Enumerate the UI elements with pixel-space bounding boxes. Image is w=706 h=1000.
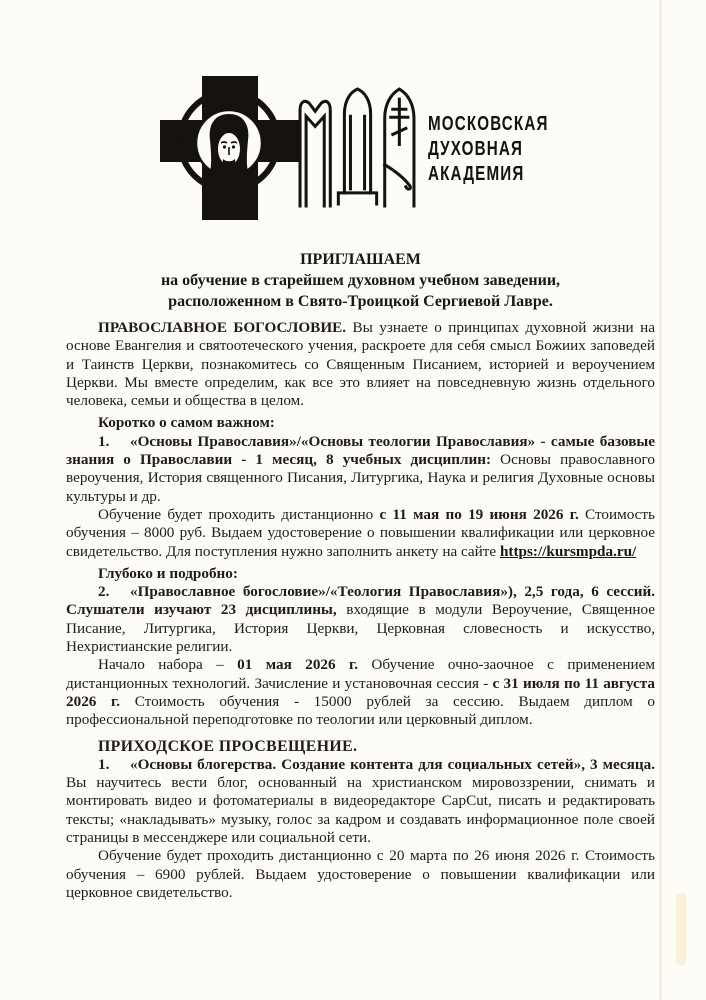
enroll-post: Стоимость обучения - 15000 рублей за сессию. Выдаем диплом о профессиональной переподготовке по теологии или церковный диплом. bbox=[66, 692, 655, 729]
org-name-line: АКАДЕМИЯ bbox=[428, 163, 525, 185]
mda-lettermark-icon bbox=[295, 84, 419, 208]
course-1-details-pre: Обучение будет проходить дистанционно bbox=[98, 505, 380, 523]
letterhead bbox=[66, 0, 655, 225]
org-name-line: ДУХОВНАЯ bbox=[428, 138, 524, 160]
enroll-pre: Начало набора – bbox=[98, 656, 238, 674]
course-item-2-text: входящие в модули Вероучение, Священное Писание, Литургика, История Церкви, Церковная словесность и искусство, Нехристианские религии. bbox=[66, 601, 655, 656]
invitation-heading bbox=[66, 249, 655, 312]
course-item-1-title: «Основы Православия»/«Основы теологии Православия» - самые базовые знания о Православии - 1 месяц, 8 учебных дисциплин: bbox=[66, 432, 655, 469]
invitation-subtitle-line: на обучение в старейшем духовном учебном заведении, bbox=[160, 272, 561, 289]
course-item-1-text: Основы православного вероучения, История священного Писания, Литургика, Наука и религия Духовные основы культуры и др. bbox=[66, 451, 655, 505]
scan-fold-line bbox=[659, 0, 662, 1000]
course-1-details bbox=[66, 506, 655, 561]
item-number: 1. bbox=[98, 755, 110, 773]
course-1-dates: с 11 мая по 19 июня 2026 г. bbox=[379, 505, 579, 523]
application-site-link[interactable]: https://kursmpda.ru/ bbox=[499, 542, 637, 560]
parish-item-1-title: «Основы блогерства. Создание контента для социальных сетей», 3 месяца. bbox=[130, 755, 655, 773]
course-item-2 bbox=[66, 583, 655, 656]
parish-item-1-text: Вы научитесь вести блог, основанный на христианском мировоззрении, снимать и монтировать видео и фотоматериалы в видеоредакторе CapCut, писать и редактировать тексты; «накладывать» музыку, голос за кадром и создавать информационное поле своей страницы в мессенджере или социальной сети. bbox=[66, 774, 655, 847]
invitation-title: ПРИГЛАШАЕМ bbox=[300, 251, 421, 268]
mda-cross-christ-emblem-icon bbox=[158, 74, 302, 222]
orthodox-theology-intro bbox=[66, 319, 655, 410]
course-2-details bbox=[66, 656, 655, 729]
org-name bbox=[428, 112, 549, 187]
document-body bbox=[66, 319, 655, 902]
course-item-1 bbox=[66, 433, 655, 506]
orthodox-theology-lead: ПРАВОСЛАВНОЕ БОГОСЛОВИЕ. bbox=[98, 319, 347, 336]
enroll-mid: Обучение очно-заочное с применением дистанционных технологий. Зачисление и установочная сессия - bbox=[66, 656, 656, 692]
parish-education-heading: ПРИХОДСКОЕ ПРОСВЕЩЕНИЕ. bbox=[98, 737, 358, 755]
course-item-2-title: «Православное богословие»/«Теология Православия»), 2,5 года, 6 сессий. Слушатели изучают 23 дисциплины, bbox=[66, 583, 655, 619]
scan-stain bbox=[676, 893, 686, 965]
parish-details bbox=[66, 847, 655, 902]
course-1-details-mid: Стоимость обучения – 8000 руб. Выдаем удостоверение о повышении квалификации или церковное свидетельство. Для поступления нужно заполнить анкету на сайте bbox=[66, 505, 655, 560]
item-number: 1. bbox=[98, 432, 110, 450]
enroll-start-date: 01 мая 2026 г. bbox=[237, 656, 358, 674]
invitation-subtitle-line: расположенном в Свято-Троицкой Сергиевой Лавре. bbox=[168, 293, 553, 310]
enroll-session-dates: с 31 июля по 11 августа 2026 г. bbox=[66, 674, 655, 710]
brief-heading: Коротко о самом важном: bbox=[98, 414, 275, 432]
deep-heading: Глубоко и подробно: bbox=[98, 564, 238, 582]
org-name-line: МОСКОВСКАЯ bbox=[428, 113, 549, 135]
item-number: 2. bbox=[98, 583, 110, 601]
orthodox-theology-text: Вы узнаете о принципах духовной жизни на основе Евангелия и святоотеческого учения, раскроете для себя смысл Божиих заповедей и Таинств Церкви, познакомитесь со Священным Писанием, историей и вероучением Церкви. Мы вместе определим, как все это влияет на повседневную жизнь отдельного человека, семьи и общества в целом. bbox=[66, 319, 655, 410]
parish-item-1 bbox=[66, 756, 655, 847]
parish-details-text: Обучение будет проходить дистанционно с 20 марта по 26 июня 2026 г. Стоимость обучения – 6900 рублей. Выдаем удостоверение о повышении квалификации или церковное свидетельство. bbox=[66, 847, 655, 901]
